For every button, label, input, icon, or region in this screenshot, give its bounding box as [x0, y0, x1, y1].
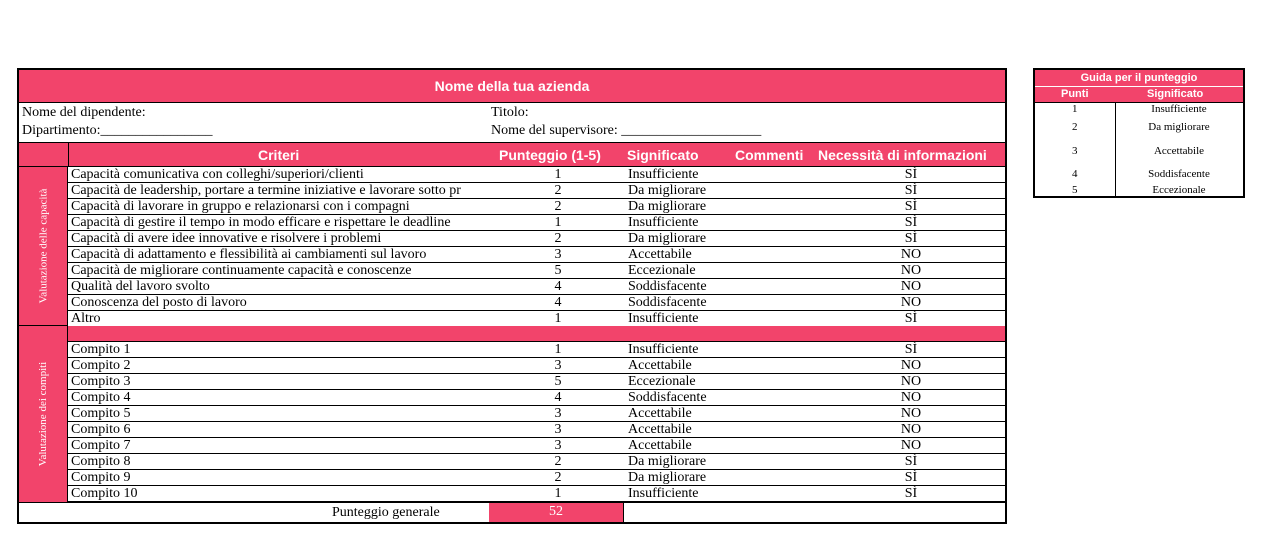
meaning-cell: Da migliorare	[628, 454, 707, 469]
info-needed-cell: NO	[900, 247, 922, 262]
tasks-section-label: Valutazione dei compiti	[19, 326, 68, 502]
criterion-cell: Altro	[71, 311, 101, 326]
criterion-cell: Capacità de leadership, portare a termine iniziative e lavorare sotto pr	[71, 183, 461, 198]
info-needed-cell: SÌ	[904, 454, 918, 469]
meaning-cell: Insufficiente	[628, 486, 699, 501]
guide-meaning: Eccezionale	[1152, 184, 1206, 196]
score-cell: 4	[554, 279, 562, 294]
employee-name-label: Nome del dipendente:	[22, 105, 146, 120]
table-row	[68, 183, 1005, 199]
guide-header	[1035, 87, 1243, 103]
table-row	[68, 454, 1005, 470]
criterion-cell: Conoscenza del posto di lavoro	[71, 295, 247, 310]
meaning-cell: Da migliorare	[628, 183, 707, 198]
score-guide	[1033, 68, 1245, 198]
table-row	[68, 358, 1005, 374]
criterion-cell: Capacità de migliorare continuamente capacità e conoscenze	[71, 263, 412, 278]
skills-section-label: Valutazione delle capacità	[19, 167, 68, 326]
table-row	[68, 486, 1005, 502]
table-row	[68, 199, 1005, 215]
info-needed-cell: NO	[900, 295, 922, 310]
table-row	[68, 215, 1005, 231]
criterion-cell: Compito 2	[71, 358, 131, 373]
meaning-cell: Insufficiente	[628, 167, 699, 182]
criterion-cell: Compito 3	[71, 374, 131, 389]
meaning-cell: Insufficiente	[628, 215, 699, 230]
department-label: Dipartimento:________________	[22, 123, 213, 138]
criterion-cell: Compito 4	[71, 390, 131, 405]
guide-points: 1	[1072, 103, 1078, 115]
meaning-cell: Soddisfacente	[628, 295, 707, 310]
criterion-cell: Compito 7	[71, 438, 131, 453]
score-cell: 5	[554, 263, 562, 278]
table-row	[68, 422, 1005, 438]
score-cell: 4	[554, 295, 562, 310]
score-cell: 2	[554, 231, 562, 246]
table-row	[68, 470, 1005, 486]
info-needed-cell: NO	[900, 374, 922, 389]
score-cell: 1	[554, 342, 562, 357]
guide-header-meaning: Significato	[1147, 88, 1204, 100]
guide-meaning: Da migliorare	[1148, 121, 1210, 133]
meaning-cell: Accettabile	[628, 438, 692, 453]
meaning-cell: Accettabile	[628, 406, 692, 421]
guide-points: 3	[1072, 145, 1078, 157]
score-cell: 5	[554, 374, 562, 389]
score-cell: 2	[554, 454, 562, 469]
meaning-cell: Soddisfacente	[628, 390, 707, 405]
guide-meaning: Accettabile	[1153, 145, 1205, 157]
score-cell: 4	[554, 390, 562, 405]
score-cell: 1	[554, 215, 562, 230]
meaning-cell: Eccezionale	[628, 374, 696, 389]
info-needed-cell: NO	[900, 358, 922, 373]
title-label: Titolo:	[491, 105, 529, 120]
score-cell: 3	[554, 247, 562, 262]
table-row	[68, 167, 1005, 183]
meaning-cell: Da migliorare	[628, 231, 707, 246]
meaning-cell: Soddisfacente	[628, 279, 707, 294]
score-cell: 2	[554, 470, 562, 485]
table-row	[68, 390, 1005, 406]
table-row	[68, 438, 1005, 454]
meaning-cell: Accettabile	[628, 247, 692, 262]
table-row	[68, 311, 1005, 327]
meaning-cell: Da migliorare	[628, 199, 707, 214]
criterion-cell: Compito 8	[71, 454, 131, 469]
guide-meaning: Insufficiente	[1151, 103, 1207, 115]
total-row	[19, 502, 1005, 522]
info-needed-cell: NO	[900, 390, 922, 405]
meaning-cell: Accettabile	[628, 422, 692, 437]
info-needed-cell: NO	[900, 279, 922, 294]
score-cell: 3	[554, 422, 562, 437]
header-criteria: Criteri	[258, 147, 300, 163]
table-row	[68, 263, 1005, 279]
criterion-cell: Capacità di avere idee innovative e risolvere i problemi	[71, 231, 382, 246]
info-needed-cell: SÌ	[904, 486, 918, 501]
criterion-cell: Compito 1	[71, 342, 131, 357]
table-row	[68, 374, 1005, 390]
total-value: 52	[489, 503, 624, 522]
company-name: Nome della tua azienda	[19, 70, 1005, 103]
table-row	[68, 406, 1005, 422]
guide-points: 4	[1072, 168, 1078, 180]
header-meaning: Significato	[627, 147, 699, 163]
info-needed-cell: NO	[900, 263, 922, 278]
table-row	[68, 295, 1005, 311]
score-cell: 2	[554, 183, 562, 198]
score-cell: 1	[554, 311, 562, 326]
meaning-cell: Accettabile	[628, 358, 692, 373]
table-row	[68, 279, 1005, 295]
criterion-cell: Capacità di gestire il tempo in modo efficare e rispettare le deadline	[71, 215, 451, 230]
guide-points: 5	[1072, 184, 1078, 196]
table-row	[68, 247, 1005, 263]
guide-meaning: Soddisfacente	[1148, 168, 1210, 180]
header-score: Punteggio (1-5)	[499, 147, 601, 163]
table-row	[68, 231, 1005, 247]
info-needed-cell: SÌ	[904, 215, 918, 230]
score-cell: 1	[554, 486, 562, 501]
criterion-cell: Capacità di lavorare in gruppo e relazionarsi con i compagni	[71, 199, 410, 214]
info-needed-cell: SÌ	[904, 311, 918, 326]
score-cell: 3	[554, 358, 562, 373]
header-comments: Commenti	[735, 147, 804, 163]
section-separator	[68, 326, 1005, 342]
score-cell: 2	[554, 199, 562, 214]
guide-points: 2	[1072, 121, 1078, 133]
info-needed-cell: NO	[900, 406, 922, 421]
info-needed-cell: NO	[900, 438, 922, 453]
supervisor-label: Nome del supervisore: ____________________	[491, 123, 762, 138]
info-needed-cell: SÌ	[904, 470, 918, 485]
score-cell: 1	[554, 167, 562, 182]
header-info-needed: Necessità di informazioni	[818, 147, 987, 163]
column-headers	[19, 142, 1005, 167]
criterion-cell: Compito 6	[71, 422, 131, 437]
guide-title: Guida per il punteggio	[1035, 70, 1243, 87]
score-cell: 3	[554, 438, 562, 453]
criterion-cell: Capacità comunicativa con colleghi/superiori/clienti	[71, 167, 364, 182]
evaluation-table	[17, 68, 1007, 524]
criterion-cell: Capacità di adattamento e flessibilità ai cambiamenti sul lavoro	[71, 247, 427, 262]
meaning-cell: Insufficiente	[628, 311, 699, 326]
table-row	[68, 342, 1005, 358]
info-needed-cell: SÌ	[904, 183, 918, 198]
info-needed-cell: SÌ	[904, 167, 918, 182]
info-needed-cell: SÌ	[904, 342, 918, 357]
info-needed-cell: SÌ	[904, 199, 918, 214]
info-needed-cell: SÌ	[904, 231, 918, 246]
meaning-cell: Da migliorare	[628, 470, 707, 485]
info-needed-cell: NO	[900, 422, 922, 437]
criterion-cell: Compito 9	[71, 470, 131, 485]
criterion-cell: Compito 10	[71, 486, 138, 501]
guide-header-points: Punti	[1061, 88, 1089, 100]
criterion-cell: Qualità del lavoro svolto	[71, 279, 210, 294]
total-label: Punteggio generale	[332, 505, 440, 520]
meaning-cell: Insufficiente	[628, 342, 699, 357]
score-cell: 3	[554, 406, 562, 421]
meaning-cell: Eccezionale	[628, 263, 696, 278]
criterion-cell: Compito 5	[71, 406, 131, 421]
